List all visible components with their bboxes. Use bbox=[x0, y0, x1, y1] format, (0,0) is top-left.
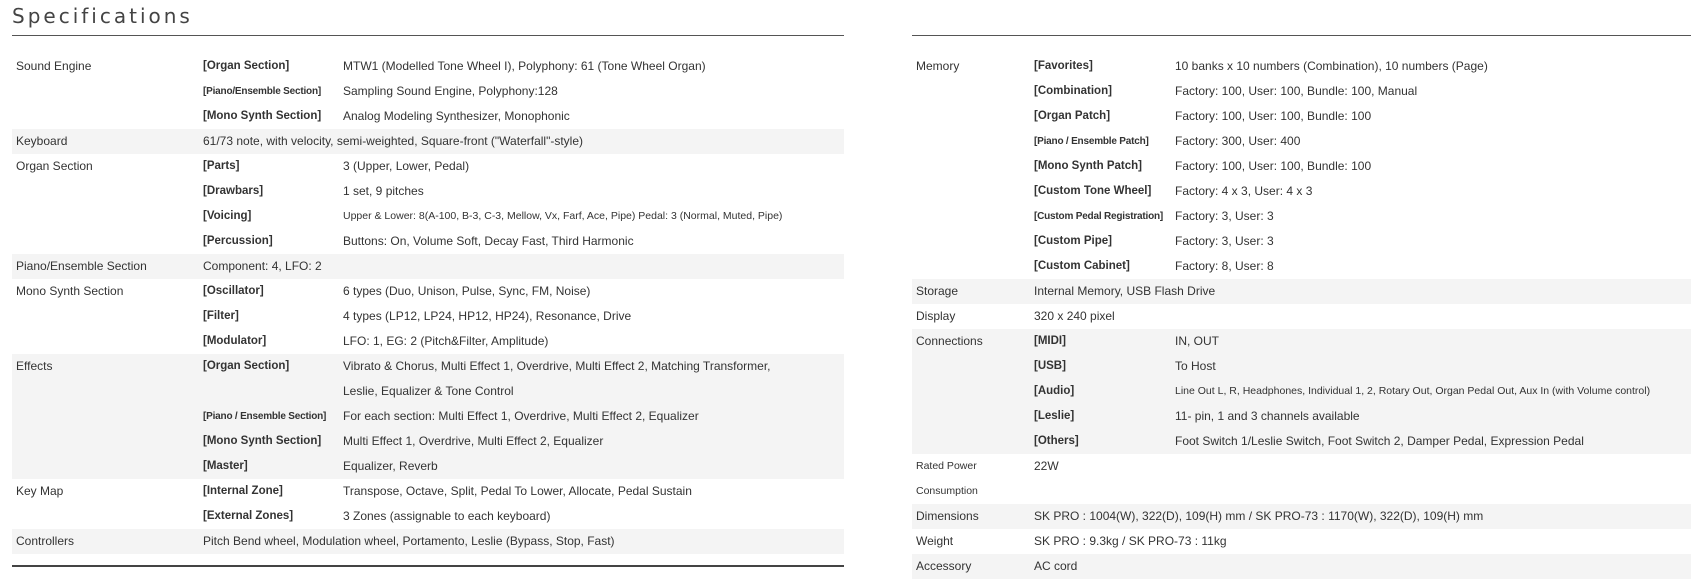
spec-value bbox=[1175, 429, 1691, 454]
spec-value bbox=[343, 179, 844, 204]
spec-section-name: Dimensions bbox=[916, 509, 979, 523]
spec-row bbox=[1034, 204, 1691, 229]
spec-row bbox=[203, 354, 844, 404]
spec-value bbox=[1034, 279, 1691, 304]
spec-row bbox=[203, 229, 844, 254]
spec-value-line: Component: 4, LFO: 2 bbox=[203, 259, 322, 273]
spec-section-body bbox=[1034, 529, 1691, 554]
spec-section-sound-engine bbox=[12, 54, 844, 129]
spec-row bbox=[203, 279, 844, 304]
spec-value-line: Factory: 100, User: 100, Bundle: 100 bbox=[1175, 159, 1372, 173]
spec-row bbox=[1034, 354, 1691, 379]
spec-value bbox=[343, 404, 844, 429]
spec-section-name: Mono Synth Section bbox=[16, 284, 124, 298]
spec-section-name: Effects bbox=[16, 359, 53, 373]
spec-section-storage bbox=[912, 279, 1691, 304]
spec-value bbox=[343, 504, 844, 529]
spec-subsection-label: [Piano/Ensemble Section] bbox=[203, 86, 322, 97]
spec-value-line: SK PRO : 1004(W), 322(D), 109(H) mm / SK PRO-73 : 1170(W), 322(D), 109(H) mm bbox=[1034, 509, 1484, 523]
spec-section-body bbox=[203, 154, 844, 254]
spec-section-body bbox=[1034, 329, 1691, 454]
spec-column-left bbox=[12, 35, 844, 567]
spec-value bbox=[343, 79, 844, 104]
spec-value-line: 22W bbox=[1034, 459, 1059, 473]
spec-section-name: Rated Power Consumption bbox=[916, 460, 978, 497]
spec-value-line: Buttons: On, Volume Soft, Decay Fast, Third Harmonic bbox=[343, 234, 634, 248]
spec-value-line: 10 banks x 10 numbers (Combination), 10 numbers (Page) bbox=[1175, 59, 1488, 73]
spec-subsection-label: [Piano / Ensemble Patch] bbox=[1034, 136, 1149, 147]
spec-value-line: IN, OUT bbox=[1175, 334, 1219, 348]
spec-value bbox=[343, 229, 844, 254]
spec-value-line: For each section: Multi Effect 1, Overdrive, Multi Effect 2, Equalizer bbox=[343, 409, 699, 423]
spec-value-line: AC cord bbox=[1034, 559, 1078, 573]
spec-row bbox=[203, 204, 844, 229]
spec-value bbox=[1175, 329, 1691, 354]
spec-subsection-label: [Custom Pedal Registration] bbox=[1034, 211, 1164, 222]
spec-value-line: MTW1 (Modelled Tone Wheel I), Polyphony: 61 (Tone Wheel Organ) bbox=[343, 59, 706, 73]
spec-value bbox=[1034, 304, 1691, 329]
spec-row bbox=[1034, 379, 1691, 404]
spec-value-line: To Host bbox=[1175, 359, 1216, 373]
spec-row bbox=[1034, 404, 1691, 429]
spec-row bbox=[203, 154, 844, 179]
spec-value bbox=[1175, 229, 1691, 254]
spec-value-line: 320 x 240 pixel bbox=[1034, 309, 1115, 323]
spec-table-left bbox=[12, 54, 844, 554]
spec-row bbox=[203, 179, 844, 204]
spec-value bbox=[203, 529, 844, 554]
spec-section-accessory bbox=[912, 554, 1691, 579]
spec-subsection-label: [Organ Section] bbox=[203, 60, 290, 72]
spec-value bbox=[203, 129, 844, 154]
spec-value-line: Vibrato & Chorus, Multi Effect 1, Overdrive, Multi Effect 2, Matching Transformer, bbox=[343, 359, 771, 373]
spec-row bbox=[203, 329, 844, 354]
spec-value bbox=[1175, 54, 1691, 79]
spec-row bbox=[1034, 304, 1691, 329]
spec-value-line: 3 Zones (assignable to each keyboard) bbox=[343, 509, 551, 523]
spec-subsection-label: [Master] bbox=[203, 460, 248, 472]
spec-value-line: Line Out L, R, Headphones, Individual 1, 2, Rotary Out, Organ Pedal Out, Aux In (with Volume control) bbox=[1175, 385, 1651, 397]
spec-section-name: Controllers bbox=[16, 534, 75, 548]
spec-value-line: Factory: 3, User: 3 bbox=[1175, 234, 1274, 248]
spec-column-right bbox=[912, 35, 1691, 582]
spec-value-line: 1 set, 9 pitches bbox=[343, 184, 424, 198]
spec-section-display bbox=[912, 304, 1691, 329]
spec-value bbox=[343, 329, 844, 354]
spec-value-line: Foot Switch 1/Leslie Switch, Foot Switch 2, Damper Pedal, Expression Pedal bbox=[1175, 434, 1584, 448]
spec-value bbox=[343, 354, 844, 404]
spec-row bbox=[1034, 554, 1691, 579]
spec-value-line: 11- pin, 1 and 3 channels available bbox=[1175, 409, 1360, 423]
spec-row bbox=[203, 504, 844, 529]
spec-subsection-label: [Organ Section] bbox=[203, 360, 290, 372]
spec-value-line: 61/73 note, with velocity, semi-weighted, Square-front ("Waterfall"-style) bbox=[203, 134, 584, 148]
spec-subsection-label: [Audio] bbox=[1034, 385, 1075, 397]
spec-value-line: 4 types (LP12, LP24, HP12, HP24), Resonance, Drive bbox=[343, 309, 632, 323]
spec-subsection-label: [Percussion] bbox=[203, 235, 273, 247]
spec-value bbox=[343, 54, 844, 79]
spec-section-body bbox=[203, 529, 844, 554]
spec-value bbox=[1175, 354, 1691, 379]
top-divider bbox=[12, 35, 844, 36]
spec-subsection-label: [Piano / Ensemble Section] bbox=[203, 411, 327, 422]
spec-section-body bbox=[1034, 504, 1691, 529]
spec-section-body bbox=[203, 54, 844, 129]
spec-row bbox=[1034, 279, 1691, 304]
spec-value bbox=[1175, 254, 1691, 279]
spec-subsection-label: [Organ Patch] bbox=[1034, 110, 1111, 122]
spec-value bbox=[343, 104, 844, 129]
spec-value bbox=[1175, 104, 1691, 129]
spec-row bbox=[1034, 504, 1691, 529]
spec-subsection-label: [Mono Synth Section] bbox=[203, 435, 322, 447]
page-title: Specifications bbox=[12, 4, 193, 28]
spec-section-body bbox=[1034, 554, 1691, 579]
spec-value bbox=[1034, 529, 1691, 554]
spec-section-body bbox=[1034, 454, 1691, 504]
spec-value-line: Equalizer, Reverb bbox=[343, 459, 438, 473]
spec-section-memory bbox=[912, 54, 1691, 279]
spec-section-controllers bbox=[12, 529, 844, 554]
spec-subsection-label: [Modulator] bbox=[203, 335, 267, 347]
spec-row bbox=[203, 404, 844, 429]
spec-value bbox=[343, 279, 844, 304]
spec-section-body bbox=[1034, 304, 1691, 329]
spec-section-rated-power-consumption bbox=[912, 454, 1691, 504]
spec-row bbox=[1034, 104, 1691, 129]
spec-section-mono-synth-section bbox=[12, 279, 844, 354]
spec-value bbox=[343, 429, 844, 454]
spec-section-name: Sound Engine bbox=[16, 59, 92, 73]
spec-row bbox=[203, 129, 844, 154]
spec-subsection-label: [Combination] bbox=[1034, 85, 1112, 97]
spec-value bbox=[343, 204, 844, 229]
spec-row bbox=[1034, 454, 1691, 479]
spec-row bbox=[1034, 254, 1691, 279]
spec-value bbox=[1175, 379, 1691, 404]
spec-section-organ-section bbox=[12, 154, 844, 254]
spec-section-name: Key Map bbox=[16, 484, 64, 498]
bottom-divider bbox=[12, 565, 844, 567]
spec-subsection-label: [Mono Synth Patch] bbox=[1034, 160, 1142, 172]
spec-subsection-label: [External Zones] bbox=[203, 510, 294, 522]
spec-subsection-label: [MIDI] bbox=[1034, 335, 1066, 347]
spec-value-line: Factory: 4 x 3, User: 4 x 3 bbox=[1175, 184, 1313, 198]
spec-value bbox=[343, 454, 844, 479]
spec-value bbox=[343, 154, 844, 179]
spec-row bbox=[203, 529, 844, 554]
spec-row bbox=[203, 104, 844, 129]
spec-value-line: Factory: 300, User: 400 bbox=[1175, 134, 1301, 148]
spec-section-name: Memory bbox=[916, 59, 960, 73]
spec-row bbox=[203, 304, 844, 329]
spec-value bbox=[343, 304, 844, 329]
spec-section-name: Keyboard bbox=[16, 134, 68, 148]
spec-row bbox=[1034, 54, 1691, 79]
spec-value-line: Transpose, Octave, Split, Pedal To Lower, Allocate, Pedal Sustain bbox=[343, 484, 692, 498]
spec-section-name: Organ Section bbox=[16, 159, 93, 173]
spec-row bbox=[1034, 329, 1691, 354]
spec-row bbox=[203, 79, 844, 104]
spec-value-line: Sampling Sound Engine, Polyphony:128 bbox=[343, 84, 558, 98]
spec-value-line: Internal Memory, USB Flash Drive bbox=[1034, 284, 1216, 298]
spec-value-line: SK PRO : 9.3kg / SK PRO-73 : 11kg bbox=[1034, 534, 1227, 548]
spec-subsection-label: [Mono Synth Section] bbox=[203, 110, 322, 122]
spec-value bbox=[1034, 554, 1691, 579]
spec-section-dimensions bbox=[912, 504, 1691, 529]
spec-subsection-label: [Voicing] bbox=[203, 210, 252, 222]
spec-value-line: Analog Modeling Synthesizer, Monophonic bbox=[343, 109, 570, 123]
spec-subsection-label: [Custom Tone Wheel] bbox=[1034, 185, 1152, 197]
spec-value-line: Leslie, Equalizer & Tone Control bbox=[343, 384, 514, 398]
spec-subsection-label: [Filter] bbox=[203, 310, 239, 322]
spec-section-name: Accessory bbox=[916, 559, 972, 573]
spec-section-name: Storage bbox=[916, 284, 959, 298]
spec-section-key-map bbox=[12, 479, 844, 529]
spec-row bbox=[1034, 79, 1691, 104]
spec-section-weight bbox=[912, 529, 1691, 554]
spec-value bbox=[1175, 204, 1691, 229]
spec-row bbox=[1034, 529, 1691, 554]
spec-subsection-label: [Custom Pipe] bbox=[1034, 235, 1112, 247]
spec-value-line: Factory: 3, User: 3 bbox=[1175, 209, 1274, 223]
spec-row bbox=[203, 429, 844, 454]
spec-row bbox=[1034, 429, 1691, 454]
spec-section-body bbox=[203, 354, 844, 479]
spec-row bbox=[203, 454, 844, 479]
spec-row bbox=[1034, 179, 1691, 204]
spec-value bbox=[1175, 79, 1691, 104]
spec-section-piano-ensemble-section bbox=[12, 254, 844, 279]
spec-subsection-label: [Oscillator] bbox=[203, 285, 264, 297]
spec-value-line: 3 (Upper, Lower, Pedal) bbox=[343, 159, 470, 173]
spec-value bbox=[1034, 454, 1691, 479]
spec-section-name: Piano/Ensemble Section bbox=[16, 259, 147, 273]
spec-subsection-label: [Internal Zone] bbox=[203, 485, 283, 497]
spec-section-body bbox=[203, 129, 844, 154]
spec-row bbox=[1034, 154, 1691, 179]
spec-section-body bbox=[203, 279, 844, 354]
spec-subsection-label: [USB] bbox=[1034, 360, 1066, 372]
spec-section-connections bbox=[912, 329, 1691, 454]
spec-value-line: Factory: 100, User: 100, Bundle: 100 bbox=[1175, 109, 1372, 123]
spec-section-name: Connections bbox=[916, 334, 983, 348]
spec-subsection-label: [Drawbars] bbox=[203, 185, 264, 197]
spec-value-line: 6 types (Duo, Unison, Pulse, Sync, FM, Noise) bbox=[343, 284, 591, 298]
spec-subsection-label: [Favorites] bbox=[1034, 60, 1093, 72]
spec-section-body bbox=[203, 479, 844, 529]
spec-value bbox=[1175, 154, 1691, 179]
spec-section-name: Weight bbox=[916, 534, 954, 548]
spec-section-keyboard bbox=[12, 129, 844, 154]
spec-section-effects bbox=[12, 354, 844, 479]
spec-value-line: Multi Effect 1, Overdrive, Multi Effect 2, Equalizer bbox=[343, 434, 604, 448]
spec-value-line: Upper & Lower: 8(A-100, B-3, C-3, Mellow, Vx, Farf, Ace, Pipe) Pedal: 3 (Normal, Muted, Pipe) bbox=[343, 210, 783, 222]
spec-value-line: Factory: 100, User: 100, Bundle: 100, Manual bbox=[1175, 84, 1418, 98]
spec-value bbox=[1034, 504, 1691, 529]
spec-row bbox=[203, 54, 844, 79]
spec-subsection-label: [Custom Cabinet] bbox=[1034, 260, 1130, 272]
spec-value bbox=[1175, 129, 1691, 154]
spec-value-line: Factory: 8, User: 8 bbox=[1175, 259, 1274, 273]
spec-value-line: LFO: 1, EG: 2 (Pitch&Filter, Amplitude) bbox=[343, 334, 549, 348]
spec-subsection-label: [Others] bbox=[1034, 435, 1079, 447]
spec-section-body bbox=[1034, 54, 1691, 279]
spec-row bbox=[1034, 129, 1691, 154]
spec-row bbox=[203, 479, 844, 504]
top-divider bbox=[912, 35, 1691, 36]
spec-section-name: Display bbox=[916, 309, 956, 323]
spec-value bbox=[1175, 179, 1691, 204]
spec-row bbox=[1034, 229, 1691, 254]
spec-value-line: Pitch Bend wheel, Modulation wheel, Portamento, Leslie (Bypass, Stop, Fast) bbox=[203, 534, 615, 548]
spec-section-body bbox=[1034, 279, 1691, 304]
spec-row bbox=[203, 254, 844, 279]
spec-table-right bbox=[912, 54, 1691, 579]
spec-value bbox=[1175, 404, 1691, 429]
spec-value bbox=[203, 254, 844, 279]
spec-value bbox=[343, 479, 844, 504]
spec-section-body bbox=[203, 254, 844, 279]
spec-subsection-label: [Leslie] bbox=[1034, 410, 1075, 422]
spec-subsection-label: [Parts] bbox=[203, 160, 240, 172]
